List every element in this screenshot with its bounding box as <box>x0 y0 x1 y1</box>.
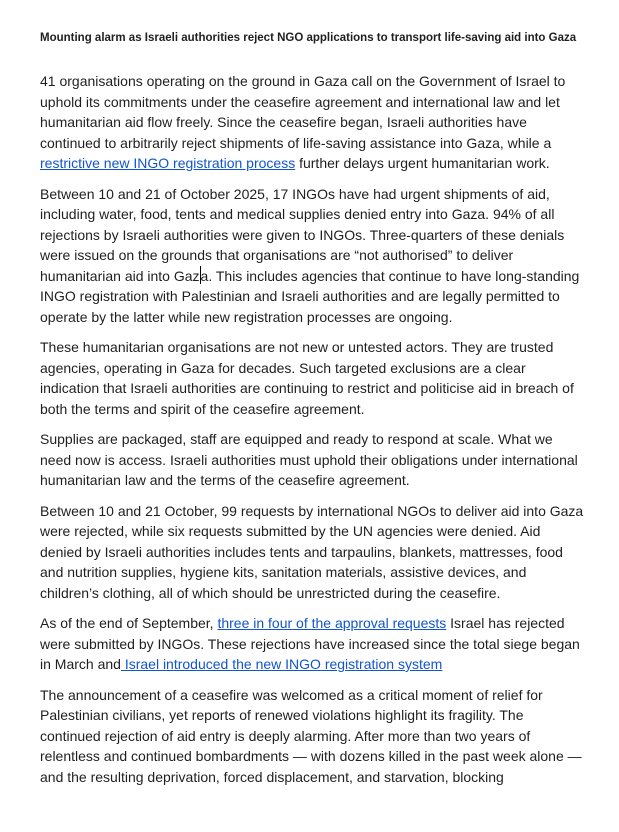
paragraph <box>40 685 585 788</box>
hyperlink[interactable]: three in four of the approval requests <box>217 615 447 631</box>
text-run: further delays urgent humanitarian work. <box>295 155 550 171</box>
text-run: 41 organisations operating on the ground in Gaza call on the Government of Israel to uphold its commitments under the ceasefire agreement and international law and let humanitarian aid flow freely. Since the ceasefire began, Israeli authorities have continued to arbitrarily reject shipments of life-saving assistance into Gaza, while a <box>40 73 566 151</box>
document-title: Mounting alarm as Israeli authorities reject NGO applications to transport life-saving aid into Gaza <box>40 32 577 44</box>
text-run: Between 10 and 21 of October 2025, 17 INGOs have had urgent shipments of aid, including water, food, tents and medical supplies denied entry into Gaza. 94% of all rejections by Israeli authorities were given to INGOs. Three-quarters of these denials were issued on the grounds that organisations are “not authorised” to deliver humanitarian aid into Gaz <box>40 185 565 284</box>
document-editing-surface[interactable] <box>40 30 585 797</box>
hyperlink[interactable]: Israel introduced the new INGO registration system <box>120 656 443 672</box>
text-run: These humanitarian organisations are not new or untested actors. They are trusted agencies, operating in Gaza for decades. Such targeted exclusions are a clear indication that Israeli authorities are continuing to restrict and politicise aid in breach of both the terms and spirit of the ceasefire agreement. <box>40 339 574 417</box>
text-run: a. This includes agencies that continue to have long-standing INGO registration with Palestinian and Israeli authorities and are legally permitted to operate by the latter while new registration processes are ongoing. <box>40 267 580 325</box>
paragraph <box>40 337 585 419</box>
text-run: The announcement of a ceasefire was welcomed as a critical moment of relief for Palestinian civilians, yet reports of renewed violations highlight its fragility. The continued rejection of aid entry is deeply alarming. After more than two years of relentless and continued bombardments — with dozens killed in the past week alone — and the resulting deprivation, forced displacement, and starvation, blocking <box>40 686 582 785</box>
paragraph <box>40 71 585 174</box>
text-run: Israel has rejected were submitted by INGOs. These rejections have increased since the total siege began in March and <box>40 615 580 672</box>
document-body <box>40 71 585 787</box>
text-run: Between 10 and 21 October, 99 requests by international NGOs to deliver aid into Gaza were rejected, while six requests submitted by the UN agencies were denied. Aid denied by Israeli authorities includes tents and tarpaulins, blankets, mattresses, food and nutrition supplies, hygiene kits, sanitation materials, assistive devices, and children’s clothing, all of which should be unrestricted during the ceasefire. <box>40 502 584 601</box>
paragraph <box>40 429 585 491</box>
paragraph <box>40 184 585 328</box>
text-run: As of the end of September, <box>40 615 218 631</box>
paragraph <box>40 501 585 604</box>
text-run: Supplies are packaged, staff are equipped and ready to respond at scale. What we need now is access. Israeli authorities must uphold their obligations under international humanitarian law and the terms of the ceasefire agreement. <box>40 431 578 488</box>
paragraph <box>40 613 585 675</box>
hyperlink[interactable]: restrictive new INGO registration process <box>40 155 296 171</box>
